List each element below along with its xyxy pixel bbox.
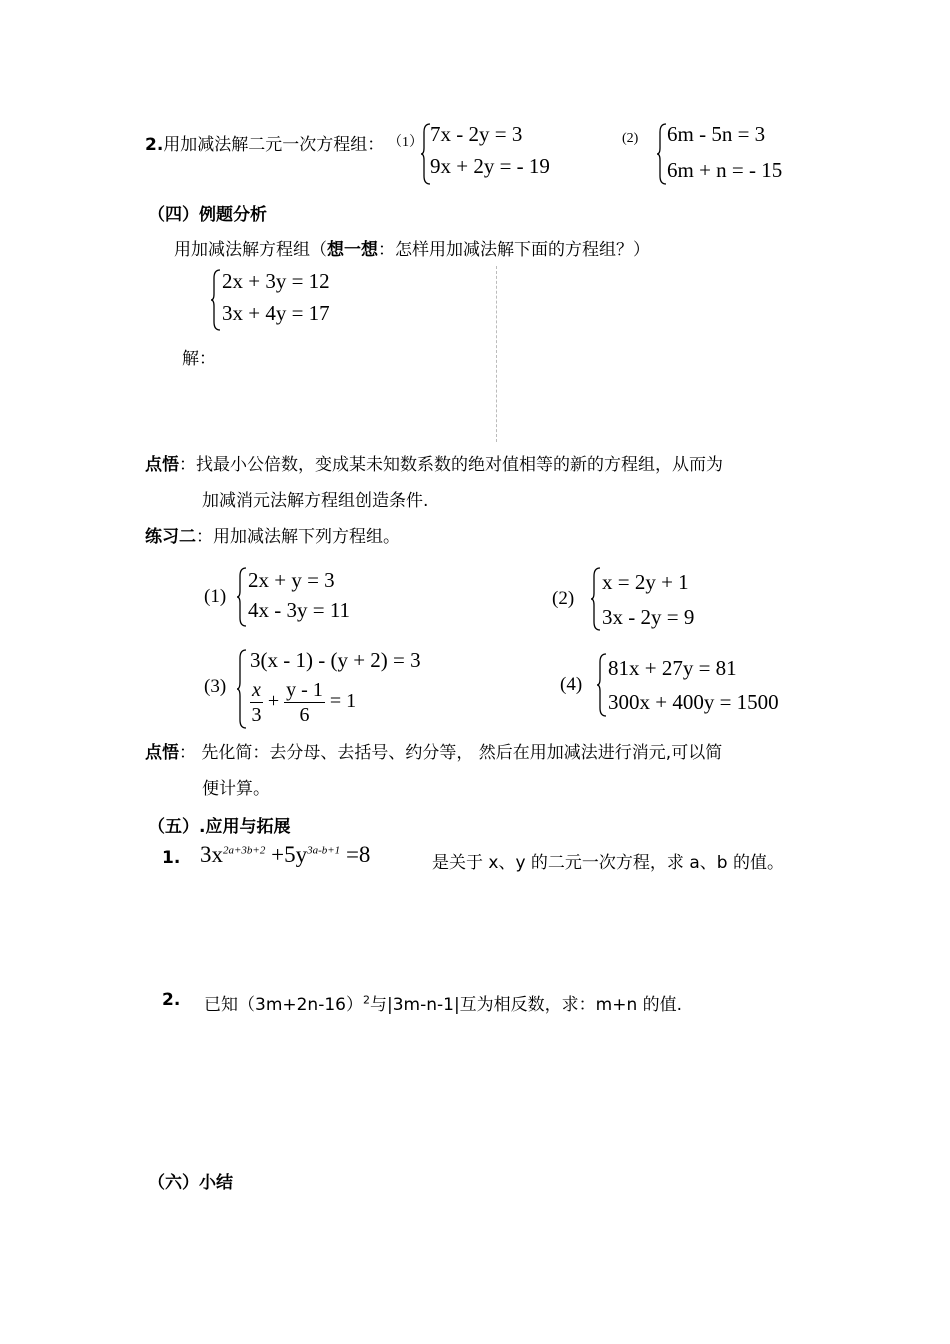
section-6-heading: （六）小结 (148, 1173, 233, 1193)
divider-line (496, 266, 497, 442)
system-brace (596, 652, 608, 718)
fraction: $\frac{y - 1}{6}$ (286, 679, 323, 726)
practice-2-heading: 练习二：用加减法解下列方程组。 (145, 527, 400, 547)
solve-label: 解： (182, 349, 216, 369)
system-brace (236, 566, 248, 628)
practice-4-eq2: 300x + 400y = 1500 (608, 690, 779, 714)
tip-2-line2: 便计算。 (202, 779, 270, 799)
practice-1-eq2: 4x - 3y = 11 (248, 598, 351, 622)
tip-1-line1: 点悟：找最小公倍数，变成某未知数系数的绝对值相等的新的方程组，从而为 (145, 455, 723, 475)
practice-3-eq2: $\frac{x}{3}$ + $\frac{y - 1}{6}$ = 1 (251, 679, 357, 726)
system-brace (590, 566, 602, 632)
system-1-eq2: 9x + 2y = - 19 (430, 154, 550, 178)
practice-1-label: (1) (204, 586, 227, 607)
system-brace (210, 268, 222, 332)
app-question-1-number: 1. (162, 848, 181, 868)
practice-2-eq1: x = 2y + 1 (602, 570, 689, 594)
example-intro: 用加减法解方程组（想一想：怎样用加减法解下面的方程组？） (174, 240, 650, 260)
app-question-1-equation: $3x^{2a+3b+2} +5y^{3a-b+1} =8$ (200, 842, 371, 867)
practice-4-eq1: 81x + 27y = 81 (608, 656, 737, 680)
practice-2-eq2: 3x - 2y = 9 (602, 605, 695, 629)
tip-1-line2: 加减消元法解方程组创造条件. (202, 491, 429, 511)
part-1-label: （1） (388, 135, 423, 150)
system-2-eq1: 6m - 5n = 3 (667, 122, 766, 146)
app-question-1-text: 是关于 x、y 的二元一次方程，求 a、b 的值。 (432, 853, 784, 873)
practice-2-label: (2) (552, 588, 575, 609)
question-2 (145, 130, 384, 155)
system-brace (236, 648, 248, 730)
app-question-2-number: 2. (162, 990, 181, 1010)
practice-3-label: (3) (204, 676, 227, 697)
system-1-eq1: 7x - 2y = 3 (430, 122, 523, 146)
system-2-eq2: 6m + n = - 15 (667, 158, 783, 182)
app-question-2-text: 已知$(3m+2n-16)^2$与|3m-n-1|互为相反数，求：m+n 的值. (204, 993, 683, 1015)
part-2-label: (2) (622, 131, 639, 146)
example-eq1: 2x + 3y = 12 (222, 269, 330, 293)
practice-1-eq1: 2x + y = 3 (248, 568, 335, 592)
section-5-heading: （五）.应用与拓展 (148, 817, 291, 837)
tip-2-line1: 点悟： 先化简：去分母、去括号、约分等， 然后在用加减法进行消元,可以简 (145, 743, 723, 763)
practice-3-eq1: 3(x - 1) - (y + 2) = 3 (250, 648, 421, 672)
fraction: $\frac{x}{3}$ (251, 679, 262, 726)
section-4-heading: （四）例题分析 (148, 205, 267, 225)
example-eq2: 3x + 4y = 17 (222, 301, 330, 325)
question-number: 2. (145, 135, 164, 155)
question-text: 用加减法解二元一次方程组： (163, 135, 385, 155)
practice-4-label: (4) (560, 674, 583, 695)
